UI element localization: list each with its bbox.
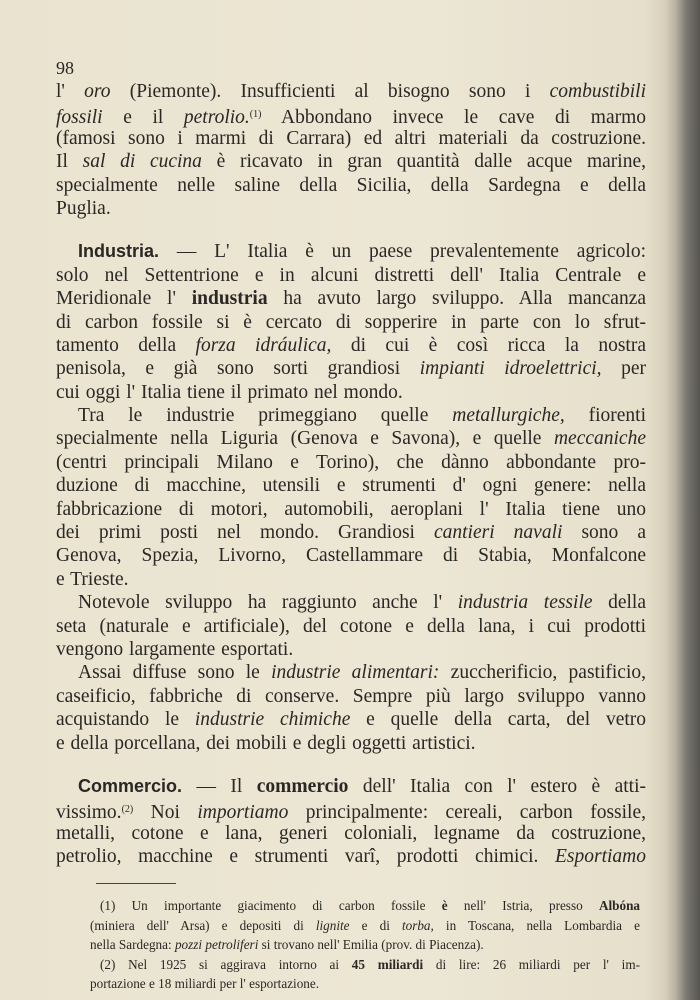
text-segment: penisola, e già sono sorti grandiosi [56,358,420,380]
text-segment: forza idráulica, [195,334,332,356]
text-segment: industrie alimentari: [271,662,440,684]
text-segment: fiorenti [564,405,647,427]
text-segment: Assai diffuse sono le [78,662,272,684]
text-segment: (Piemonte). Insufficienti al bisogno sono i [110,81,550,102]
text-segment: oro [84,81,111,102]
text-segment: 45 miliardi [351,956,424,972]
text-segment: sono a [562,522,646,544]
text-line [56,544,646,567]
footnote-ref: (2) [121,804,134,816]
footnote-line [90,935,640,955]
text-segment: lignite [315,917,350,933]
text-segment: l' [56,81,85,102]
text-line [56,661,646,684]
paragraph-gap [56,755,646,775]
text-segment: è [441,898,448,913]
text-segment: specialmente nella Liguria (Genova e Savona), e quelle [56,428,554,450]
text-segment: principalmente: cereali, carbon fossile, [288,802,646,824]
text-line [56,498,646,521]
text-segment: torba, [401,917,434,933]
text-segment: petrolio, macchine e strumenti varî, prodotti chimici. [56,846,555,868]
page-number: 98 [56,58,74,78]
text-segment: (centri principali Milano e Torino), che dànno abbondante pro- [56,451,646,473]
text-segment: ha avuto largo sviluppo. Alla mancanza [267,288,647,310]
text-segment: della [592,592,647,614]
text-segment: e quelle della carta, del vetro [350,709,647,731]
text-segment: impianti idroelettrici, [419,358,602,380]
footnote-line [90,955,640,975]
text-segment: tamento della [56,334,196,356]
text-segment: (miniera dell' Arsa) e depositi di [90,917,316,933]
text-line [56,451,646,474]
text-segment: si trovano nell' Emilia (prov. di Piacenza). [258,937,484,952]
text-line [56,638,646,661]
text-segment: combustibili [549,81,646,102]
footnote-line [90,896,640,916]
text-line [56,334,646,357]
text-segment: Meridionale l' [56,288,192,310]
text-line [56,357,646,380]
text-line [56,708,646,731]
text-line [56,287,646,310]
text-line [56,521,646,544]
text-segment: zuccherificio, pastificio, [439,662,646,684]
text-segment: specialmente nelle saline della Sicilia, della Sardegna e della [56,174,646,196]
text-segment: fabbricazione di motori, automobili, aeroplani l' Italia tiene uno [56,498,646,520]
text-line [56,174,646,197]
text-line [56,381,646,404]
text-segment: — L' Italia è un paese prevalentemente agricolo: [159,241,646,263]
text-segment: per [601,358,646,380]
text-segment: fossili [56,107,103,129]
text-line [56,591,646,614]
text-segment: solo nel Settentrione e in alcuni distretti dell' Italia Centrale e [56,264,646,286]
text-segment: Puglia. [56,197,111,219]
text-segment: industrie chimiche [194,709,351,731]
text-segment: nell' Istria, presso [447,898,599,913]
text-segment: pozzi petroliferi [174,937,259,952]
text-segment: e il [102,107,184,129]
text-segment: acquistando le [56,709,195,731]
text-segment: (1) Un importante giacimento di carbon fossile [100,898,442,913]
footnotes [90,896,640,994]
text-line [56,103,647,129]
text-segment: Notevole sviluppo ha raggiunto anche l' [78,592,458,614]
footnote-ref: (1) [249,109,262,121]
text-segment: duzione di macchine, utensili e strumenti d' ogni genere: nella [56,475,646,497]
text-line [56,427,646,450]
text-segment: petrolio. [183,107,250,129]
text-line [56,404,646,427]
text-segment: è ricavato in gran quantità dalle acque marine, [201,151,646,173]
text-segment: portazione e 18 miliardi per l' esportazione. [90,976,320,991]
text-segment: sal di cucina [82,151,202,173]
paragraph-gap [56,220,646,240]
section-heading: Industria. [78,241,160,262]
footnote-divider [96,883,176,884]
text-line [56,775,646,798]
text-segment: industria [191,288,268,310]
text-line [56,150,646,173]
text-segment: (famosi sono i marmi di Carrara) ed altri materiali da costruzione. [56,127,646,149]
text-segment: dei primi posti nel mondo. Grandiosi [56,522,434,544]
text-segment: Esportiamo [554,846,646,868]
text-line [56,822,646,845]
text-line [56,240,646,263]
text-segment: — Il [182,775,257,797]
section-heading: Commercio. [78,775,183,796]
text-segment: Il [56,151,83,173]
text-line [56,474,646,497]
main-text [56,80,646,869]
text-segment: nella Sardegna: [90,937,175,952]
text-line [56,685,646,708]
text-segment: e di [349,917,402,933]
text-line [56,798,646,824]
text-segment: di cui è così ricca la nostra [331,334,646,356]
text-segment: vissimo. [56,802,122,824]
text-segment: Albóna [598,898,640,913]
text-segment: seta (naturale e artificiale), del cotone e della lana, i cui prodotti [56,615,646,637]
page-body [56,56,646,869]
text-line [56,311,646,334]
text-segment: industria tessile [457,592,593,614]
text-line [56,732,646,755]
text-segment: dell' Italia con l' estero è atti- [348,775,646,797]
text-segment: commercio [256,775,349,797]
text-segment: Genova, Spezia, Livorno, Castellammare di Stabia, Monfalcone [56,545,646,567]
text-segment: di carbon fossile si è cercato di sopperire in parte con lo sfrut- [56,311,646,333]
text-line [56,197,646,220]
text-segment: metalli, cotone e lana, generi coloniali, legname da costruzione, [56,822,646,844]
text-segment: Tra le industrie primeggiano quelle [78,405,453,427]
text-line [56,568,646,591]
text-segment: metallurgiche, [452,405,565,427]
text-segment: e Trieste. [56,568,129,590]
text-line [56,845,646,868]
text-segment: Abbondano invece le cave di marmo [261,107,647,129]
text-line [56,127,646,150]
footnote-line [90,916,640,936]
text-line [56,80,646,103]
text-segment: meccaniche [553,428,646,450]
text-segment: importiamo [197,802,289,824]
text-segment: cui oggi l' Italia tiene il primato nel mondo. [56,381,403,403]
text-segment: vengono largamente esportati. [56,638,294,660]
text-segment: cantieri navali [433,522,563,544]
text-segment: di lire: 26 miliardi per l' im- [423,956,640,972]
text-line [56,615,646,638]
text-segment: (2) Nel 1925 si aggirava intorno ai [100,956,352,972]
text-segment: caseificio, fabbriche di conserve. Sempre più largo sviluppo vanno [56,685,646,707]
text-segment: Noi [133,802,198,824]
text-segment: e della porcellana, dei mobili e degli oggetti artistici. [56,732,476,754]
text-line [56,264,646,287]
footnote-line [90,974,640,994]
text-segment: in Toscana, nella Lombardia e [433,917,640,933]
